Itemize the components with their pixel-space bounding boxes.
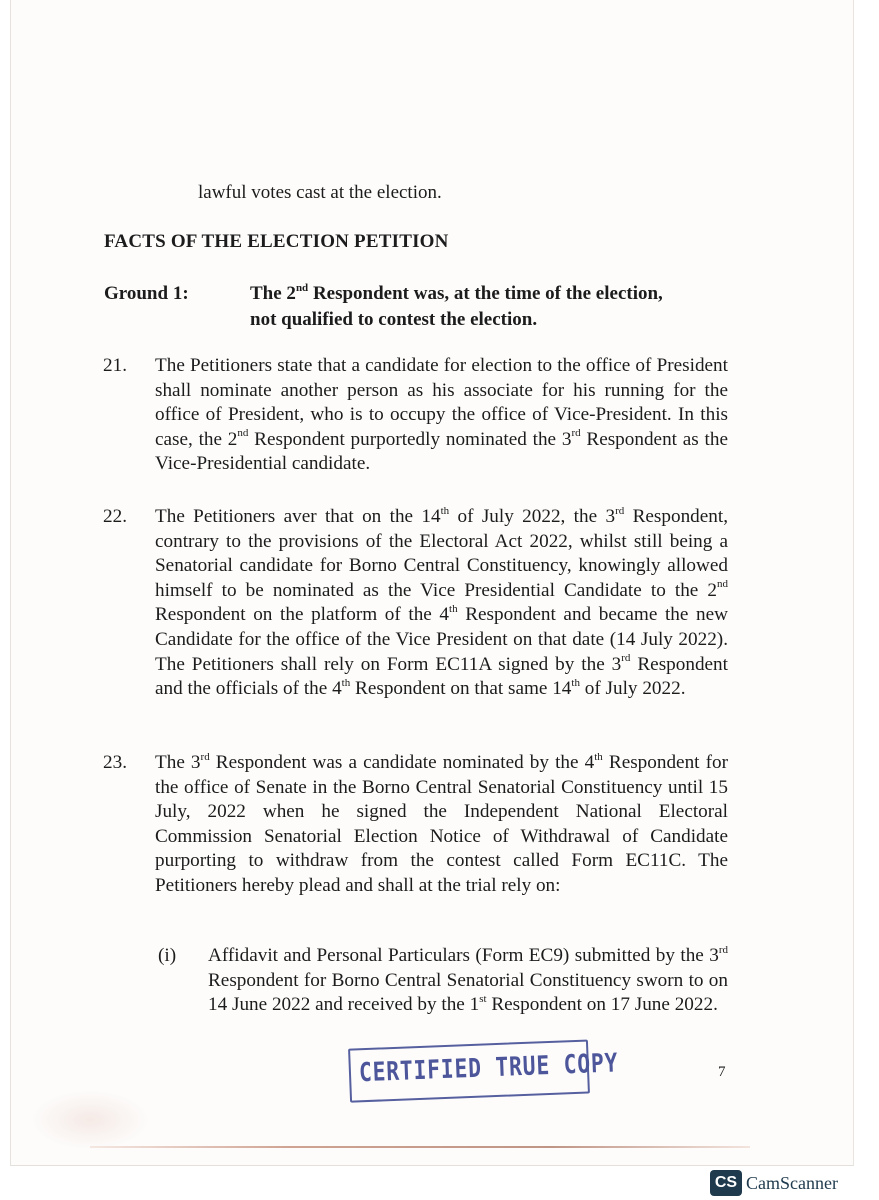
- stamp-text: CERTIFIED TRUE COPY: [358, 1048, 619, 1089]
- para-text: of July 2022.: [579, 678, 686, 700]
- para-sup: rd: [615, 504, 625, 517]
- para-sup: rd: [200, 750, 210, 763]
- sub-item-i: [208, 944, 728, 1018]
- para-sup: th: [594, 750, 603, 763]
- ground-text-b: Respondent was, at the time of the election,: [308, 283, 663, 304]
- para-text: Respondent on that same 14: [350, 678, 572, 700]
- para-sup: st: [479, 992, 487, 1005]
- para-sup: nd: [237, 427, 249, 440]
- page-number: 7: [718, 1064, 726, 1080]
- para-text: Respondent and the officials of the 4: [155, 653, 728, 700]
- paragraph-number: 23.: [103, 752, 127, 773]
- para-text: Respondent for Borno Central Senatorial Constituency sworn to on 14 June 2022 and received by the 1: [208, 969, 728, 1016]
- ground-text-a: The 2: [250, 283, 296, 304]
- paragraph-number: 22.: [103, 506, 127, 527]
- para-text: Respondent as the Vice-Presidential candidate.: [155, 428, 728, 475]
- para-text: Respondent on 17 June 2022.: [486, 994, 718, 1016]
- para-text: of July 2022, the 3: [449, 506, 616, 527]
- camscanner-logo-icon: CS: [710, 1170, 742, 1196]
- ground-text-line2: not qualified to contest the election.: [250, 309, 538, 330]
- para-sup: nd: [717, 578, 728, 591]
- para-sup: th: [571, 676, 580, 689]
- para-text: Respondent and became the new Candidate for the office of the Vice President on that date (14 July 2022). The Petitioners shall rely on Form EC11A signed by the 3: [155, 604, 728, 675]
- camscanner-watermark: [710, 1170, 838, 1196]
- ground-text: [250, 281, 663, 333]
- para-text: Affidavit and Personal Particulars (Form EC9) submitted by the 3: [208, 945, 719, 966]
- para-text: Respondent on the platform of the 4: [155, 604, 450, 626]
- paragraph-22: [155, 505, 728, 702]
- para-text: The Petitioners state that a candidate for election to the office of President shall nominate another person as his associate for his running for the office of President, who is to occupy the office of Vice-President. In this case, the 2: [155, 355, 728, 450]
- section-heading: FACTS OF THE ELECTION PETITION: [104, 231, 449, 252]
- para-sup: th: [341, 676, 351, 689]
- paragraph-number: 21.: [103, 355, 127, 376]
- para-sup: rd: [571, 427, 581, 440]
- para-sup: rd: [621, 652, 631, 665]
- paragraph-23: [155, 751, 728, 899]
- para-text: Respondent was a candidate nominated by the 4: [209, 752, 595, 773]
- para-text: The Petitioners aver that on the 14: [155, 506, 441, 527]
- para-sup: th: [440, 504, 450, 517]
- camscanner-name: CamScanner: [746, 1172, 838, 1193]
- para-text: The 3: [155, 752, 201, 773]
- certified-true-copy-stamp: [348, 1035, 619, 1106]
- para-sup: th: [449, 602, 458, 615]
- sub-item-label: (i): [158, 945, 177, 966]
- bottom-edge-line: [90, 1146, 750, 1148]
- ground-label: Ground 1:: [104, 283, 189, 304]
- para-sup: rd: [718, 943, 728, 956]
- continuation-line: lawful votes cast at the election.: [198, 182, 442, 203]
- para-text: Respondent, contrary to the provisions of the Electoral Act 2022, whilst still being a Senatorial candidate for Borno Central Constituency, knowingly allowed himself to be nominated as the Vice Presidential Candidate to the 2: [155, 506, 728, 601]
- para-text: Respondent for the office of Senate in the Borno Central Senatorial Constituency until 15 July, 2022 when he signed the Independent National Electoral Commission Senatorial Election Notice of Withdrawal of Candidate purporting to withdraw from the contest called Form EC11C. The Petitioners hereby plead and shall at the trial rely on:: [155, 752, 728, 896]
- para-text: Respondent purportedly nominated the 3: [248, 428, 572, 450]
- paragraph-21: [155, 354, 728, 477]
- page-smudge: [30, 1090, 150, 1150]
- ground-text-sup: nd: [295, 281, 309, 294]
